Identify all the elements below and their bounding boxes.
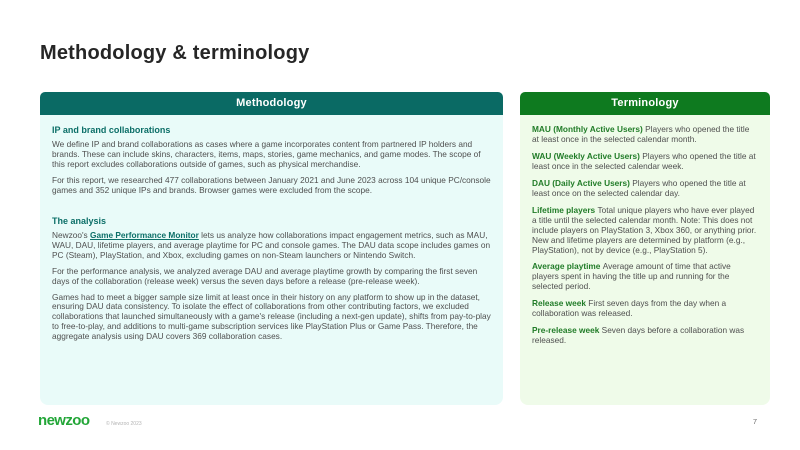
term-name: Release week	[532, 298, 589, 309]
paragraph: We define IP and brand collaborations as cases where a game incorporates content from partnered IP holders and brands. These can include skins, characters, items, maps, stories, game mechanics, and game modes. The scope of this report excludes collaborations outside of games, such as physical merchandise.	[52, 139, 481, 169]
copyright-text: © Newzoo 2023	[106, 421, 142, 427]
paragraph: For this report, we researched 477 collaborations between January 2021 and June 2023 across 104 unique PC/console games and 352 unique IPs and brands. Browser games were excluded from the scope.	[52, 174, 491, 195]
term-name: Pre-release week	[532, 325, 602, 336]
terminology-panel	[520, 92, 770, 405]
section-heading: IP and brand collaborations	[52, 125, 171, 135]
term-name: Average playtime	[532, 261, 603, 272]
term-item: Average playtime Average amount of time that active players spent in having the title up and running for the selected period.	[532, 261, 731, 292]
term-item: DAU (Daily Active Users) Players who opened the title at least once on the selected calendar day.	[532, 177, 746, 198]
terminology-panel-header: Terminology	[520, 92, 770, 115]
paragraph: Games had to meet a bigger sample size limit at least once in their history on any platform to show up in the dataset, ensuring DAU data consistency. To isolate the effect of collaborations from other contributing factors, we excluded collaborations that launched simultaneously with a game's release (including a next-gen update), shifts from pay-to-play to free-to-play, and additions to multi-game subscription services like PlayStation Plus or Game Pass. Therefore, the aggregate analysis using DAU covers 369 collaboration cases.	[52, 291, 491, 342]
page-title: Methodology & terminology	[40, 42, 310, 64]
terminology-body	[520, 115, 770, 405]
term-name: MAU (Monthly Active Users)	[532, 124, 646, 134]
page-number: 7	[752, 417, 757, 426]
game-performance-monitor-link[interactable]: Game Performance Monitor	[90, 229, 199, 240]
term-item: MAU (Monthly Active Users) Players who opened the title at least once in the selected calendar month.	[532, 124, 750, 144]
paragraph: Newzoo's Game Performance Monitor lets us analyze how collaborations impact engagement metrics, such as MAU, WAU, DAU, lifetime players, and average playtime for PC and console games. The DAU data scope includes games on PC (Steam), PlayStation, and Xbox, excluding games on non-Steam launchers or Nintendo Switch.	[52, 229, 491, 260]
section-heading: The analysis	[52, 215, 107, 226]
term-name: Lifetime players	[532, 204, 598, 215]
newzoo-logo: newzoo	[38, 412, 90, 429]
methodology-panel-header: Methodology	[40, 92, 503, 115]
term-item: WAU (Weekly Active Users) Players who opened the title at least once in the selected calendar week.	[532, 150, 756, 171]
paragraph: For the performance analysis, we analyzed average DAU and average playtime growth by comparing the first seven days of the collaboration (release week) versus the seven days before a release (pre-release week).	[52, 265, 478, 286]
term-name: DAU (Daily Active Users)	[532, 177, 633, 188]
term-item: Lifetime players Total unique players who have ever played a title until the selected calendar month. Note: This does not include players on PlayStation 3, Xbox 360, or anything prior. New and lifetime players are determined by platform (e.g., PlayStation), not by device (e.g., PlayStation 5).	[532, 204, 757, 255]
term-item: Pre-release week Seven days before a collaboration was released.	[532, 325, 745, 346]
methodology-body	[40, 115, 503, 405]
methodology-panel	[40, 92, 503, 405]
term-item: Release week First seven days from the day when a collaboration was released.	[532, 298, 727, 319]
term-name: WAU (Weekly Active Users)	[532, 150, 643, 161]
